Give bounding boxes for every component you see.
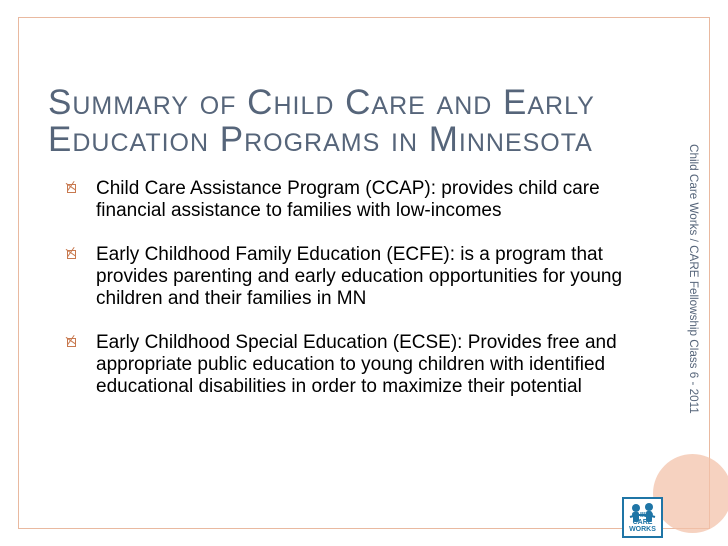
bullet-list [66,178,636,420]
bullet-ccap [66,178,636,222]
decorative-circle [653,454,728,533]
footer-text: Child Care Works / CARE Fellowship Class 6 - 2011 [687,144,700,414]
bullet-ecse [66,332,636,398]
title-line-2: Education Programs in Minnesota [48,120,593,159]
bullet-square-icon [67,338,76,347]
bullet-square-icon [67,250,76,259]
bullet-text-ecfe: Early Childhood Family Education (ECFE): is a program that provides parenting and early education opportunities for young children and their families in MN [96,244,623,309]
child-care-works-logo [622,497,663,538]
logo-label: CHILD CARE WORKS [629,512,656,533]
bullet-text-ecse: Early Childhood Special Education (ECSE): Provides free and appropriate public education to young children with identified educational disabilities in order to maximize their potential [96,332,617,397]
bullet-ecfe [66,244,636,310]
bullet-text-ccap: Child Care Assistance Program (CCAP): provides child care financial assistance to families with low-incomes [96,178,600,221]
slide-title [48,84,628,158]
title-line-1: Summary of Child Care and Early [48,83,595,122]
bullet-square-icon [67,184,76,193]
vertical-footer-text [686,144,700,429]
